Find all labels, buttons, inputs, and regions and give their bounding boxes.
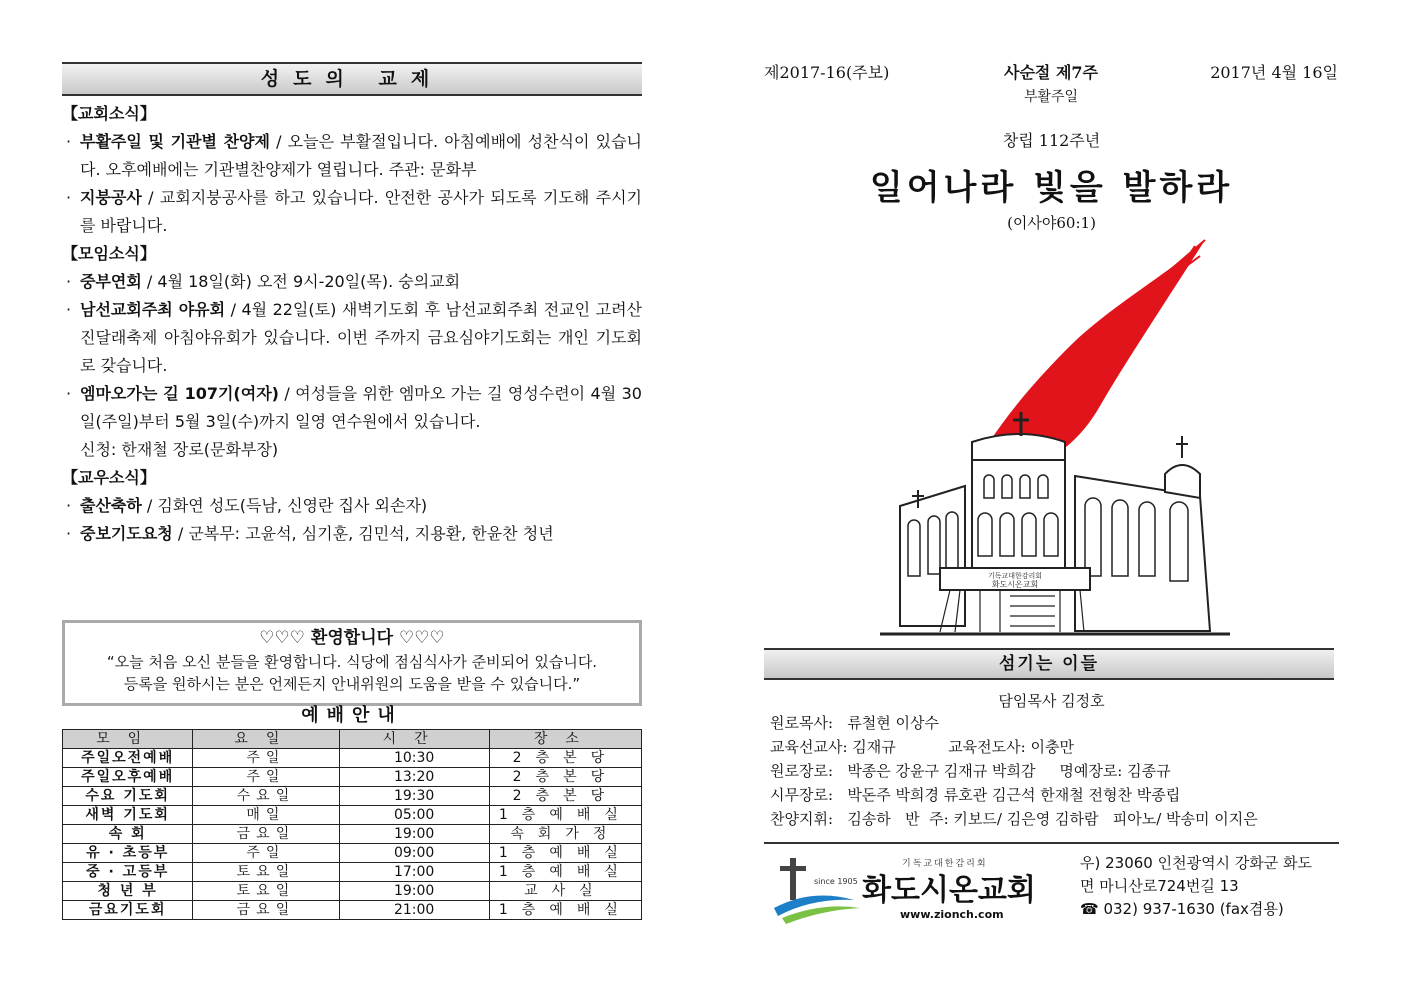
servant-row: 원로장로: 박종은 강윤구 김재규 박희감 명예장로: 김종규 xyxy=(770,762,1171,780)
worship-place-cell: 1층예배실 xyxy=(489,844,641,863)
news-item-body: / 4월 18일(화) 오전 9시-20일(목). 숭의교회 xyxy=(141,272,461,291)
worship-name-cell: 유 · 초등부 xyxy=(63,844,193,863)
servant-row: 찬양지휘: 김송하 반 주: 키보드/ 김은영 김하람 피아노/ 박송미 이지은 xyxy=(770,810,1258,828)
news-item-extra: 신청: 한재철 장로(문화부장) xyxy=(80,440,279,459)
senior-pastor: 담임목사 김정호 xyxy=(998,692,1105,710)
servants-title: 섬기는 이들 xyxy=(764,648,1334,680)
church-logo xyxy=(772,852,1072,930)
worship-column-header: 요일 xyxy=(193,730,339,749)
fellowship-section xyxy=(62,62,642,548)
news-item-title: 중보기도요청 xyxy=(80,524,173,543)
season-label: 사순절 제7주 xyxy=(1004,63,1098,82)
bullet-icon: · xyxy=(66,496,72,515)
worship-place-cell: 교사실 xyxy=(489,882,641,901)
worship-day-cell: 주일 xyxy=(193,768,339,787)
worship-place-cell: 속회가정 xyxy=(489,825,641,844)
worship-time-cell: 19:00 xyxy=(339,825,489,844)
welcome-line-2: 등록을 원하시는 분은 언제든지 안내위원의 도움을 받을 수 있습니다.” xyxy=(123,675,581,693)
worship-time-cell: 21:00 xyxy=(339,901,489,920)
news-item xyxy=(62,268,642,296)
worship-name-cell: 주일오전예배 xyxy=(63,749,193,768)
welcome-box xyxy=(62,620,642,706)
worship-title: 예배안내 xyxy=(301,705,403,726)
worship-time-cell: 13:20 xyxy=(339,768,489,787)
servant-row: 원로목사: 류철현 이상수 xyxy=(770,714,940,732)
table-row xyxy=(63,825,642,844)
drawing-sign-line-1: 기독교대한감리회 xyxy=(987,572,1043,580)
table-row xyxy=(63,787,642,806)
worship-day-cell: 주일 xyxy=(193,749,339,768)
news-item xyxy=(62,380,642,464)
news-item-body: / 4월 22일(토) 새벽기도회 후 남선교회주최 전교인 고려산 진달래축제 아침야유회가 있습니다. 이번 주까지 금요심야기도회는 개인 기도회로 갖습니다. xyxy=(80,300,642,375)
issue-number: 제2017-16(주보) xyxy=(764,63,890,82)
worship-place-cell: 2층본당 xyxy=(489,768,641,787)
worship-time-cell: 19:00 xyxy=(339,882,489,901)
news-item xyxy=(62,492,642,520)
bullet-icon: · xyxy=(66,272,72,291)
church-drawing xyxy=(860,236,1240,644)
fellowship-title: 성도의 교제 xyxy=(62,62,642,96)
table-row xyxy=(63,749,642,768)
logo-since: since 1905 xyxy=(814,877,858,886)
logo-name: 화도시온교회 xyxy=(862,873,1036,908)
worship-time-cell: 10:30 xyxy=(339,749,489,768)
bullet-icon: · xyxy=(66,132,72,151)
footer-divider xyxy=(764,842,1339,844)
worship-name-cell: 새벽 기도회 xyxy=(63,806,193,825)
worship-day-cell: 토요일 xyxy=(193,882,339,901)
worship-place-cell: 2층본당 xyxy=(489,787,641,806)
bullet-icon: · xyxy=(66,300,72,319)
table-row xyxy=(63,806,642,825)
worship-day-cell: 토요일 xyxy=(193,863,339,882)
bullet-icon: · xyxy=(66,384,72,403)
worship-place-cell: 2층본당 xyxy=(489,749,641,768)
worship-column-header: 시간 xyxy=(339,730,489,749)
servant-row: 시무장로: 박돈주 박희경 류호관 김근석 한재철 전형찬 박종립 xyxy=(770,786,1181,804)
worship-table-header xyxy=(63,730,642,749)
worship-name-cell: 금요기도회 xyxy=(63,901,193,920)
bulletin-date: 2017년 4월 16일 xyxy=(1210,63,1338,82)
table-row xyxy=(63,901,642,920)
welcome-line-1: “오늘 처음 오신 분들을 환영합니다. 식당에 점심식사가 준비되어 있습니다. xyxy=(106,653,598,671)
news-list xyxy=(62,100,642,548)
table-row xyxy=(63,882,642,901)
news-item xyxy=(62,296,642,380)
news-item xyxy=(62,184,642,240)
worship-guide xyxy=(62,703,642,920)
worship-day-cell: 매일 xyxy=(193,806,339,825)
news-item-body: / 여성들을 위한 엠마오 가는 길 영성수련이 4월 30일(주일)부터 5월 3일(수)까지 일영 연수원에서 있습니다. xyxy=(80,384,642,431)
address-line-2: 면 마니산로724번길 13 xyxy=(1080,877,1239,895)
welcome-title: ♡♡♡ 환영합니다 ♡♡♡ xyxy=(259,628,445,648)
news-item-body: / 오늘은 부활절입니다. 아침예배에 성찬식이 있습니다. 오후예배에는 기관별찬양제가 열립니다. 주관: 문화부 xyxy=(80,132,642,179)
season-subtitle: 부활주일 xyxy=(1023,89,1079,105)
worship-name-cell: 속 회 xyxy=(63,825,193,844)
news-category: 【모임소식】 xyxy=(62,244,156,263)
address-line-1: 우) 23060 인천광역시 강화군 화도 xyxy=(1080,854,1313,872)
worship-time-cell: 05:00 xyxy=(339,806,489,825)
worship-table xyxy=(62,729,642,920)
logo-url: www.zionch.com xyxy=(900,908,1004,921)
worship-place-cell: 1층예배실 xyxy=(489,863,641,882)
worship-time-cell: 17:00 xyxy=(339,863,489,882)
worship-column-header: 장소 xyxy=(489,730,641,749)
news-item xyxy=(62,520,642,548)
bulletin-theme: 일어나라 빛을 발하라 xyxy=(869,168,1234,208)
news-item-title: 출산축하 xyxy=(80,496,142,515)
news-item-body: / 김화연 성도(득남, 신영란 집사 외손자) xyxy=(141,496,428,515)
worship-place-cell: 1층예배실 xyxy=(489,806,641,825)
worship-name-cell: 수요 기도회 xyxy=(63,787,193,806)
bullet-icon: · xyxy=(66,524,72,543)
table-row xyxy=(63,844,642,863)
theme-verse: (이사야60:1) xyxy=(1007,214,1096,232)
worship-day-cell: 주일 xyxy=(193,844,339,863)
news-item-title: 남선교회주최 야유회 xyxy=(80,300,226,319)
worship-day-cell: 수요일 xyxy=(193,787,339,806)
news-category: 【교우소식】 xyxy=(62,468,156,487)
worship-name-cell: 청 년 부 xyxy=(63,882,193,901)
drawing-sign-line-2: 화도시온교회 xyxy=(991,580,1039,589)
worship-column-header: 모임 xyxy=(63,730,193,749)
table-row xyxy=(63,863,642,882)
news-item-title: 부활주일 및 기관별 찬양제 xyxy=(80,132,270,151)
worship-time-cell: 19:30 xyxy=(339,787,489,806)
news-item-body: / 교회지붕공사를 하고 있습니다. 안전한 공사가 되도록 기도해 주시기를 바랍니다. xyxy=(80,188,642,235)
news-item-title: 엠마오가는 길 107기(여자) xyxy=(80,384,279,403)
table-row xyxy=(63,768,642,787)
news-item xyxy=(62,128,642,184)
news-category: 【교회소식】 xyxy=(62,104,156,123)
logo-denomination: 기독교대한감리회 xyxy=(902,859,988,869)
worship-table-body xyxy=(63,749,642,920)
worship-place-cell: 1층예배실 xyxy=(489,901,641,920)
bullet-icon: · xyxy=(66,188,72,207)
news-item-body: / 군복무: 고윤석, 심기훈, 김민석, 지용환, 한윤찬 청년 xyxy=(172,524,554,543)
worship-day-cell: 금요일 xyxy=(193,901,339,920)
worship-name-cell: 주일오후예배 xyxy=(63,768,193,787)
worship-day-cell: 금요일 xyxy=(193,825,339,844)
founding-anniversary: 창립 112주년 xyxy=(1002,131,1101,150)
news-item-title: 지붕공사 xyxy=(80,188,142,207)
news-item-title: 중부연회 xyxy=(80,272,142,291)
church-illustration-icon xyxy=(860,236,1240,640)
worship-name-cell: 중 · 고등부 xyxy=(63,863,193,882)
phone-number: ☎ 032) 937-1630 (fax겸용) xyxy=(1080,900,1284,918)
servant-row: 교육선교사: 김재규 교육전도사: 이충만 xyxy=(770,738,1074,756)
worship-time-cell: 09:00 xyxy=(339,844,489,863)
